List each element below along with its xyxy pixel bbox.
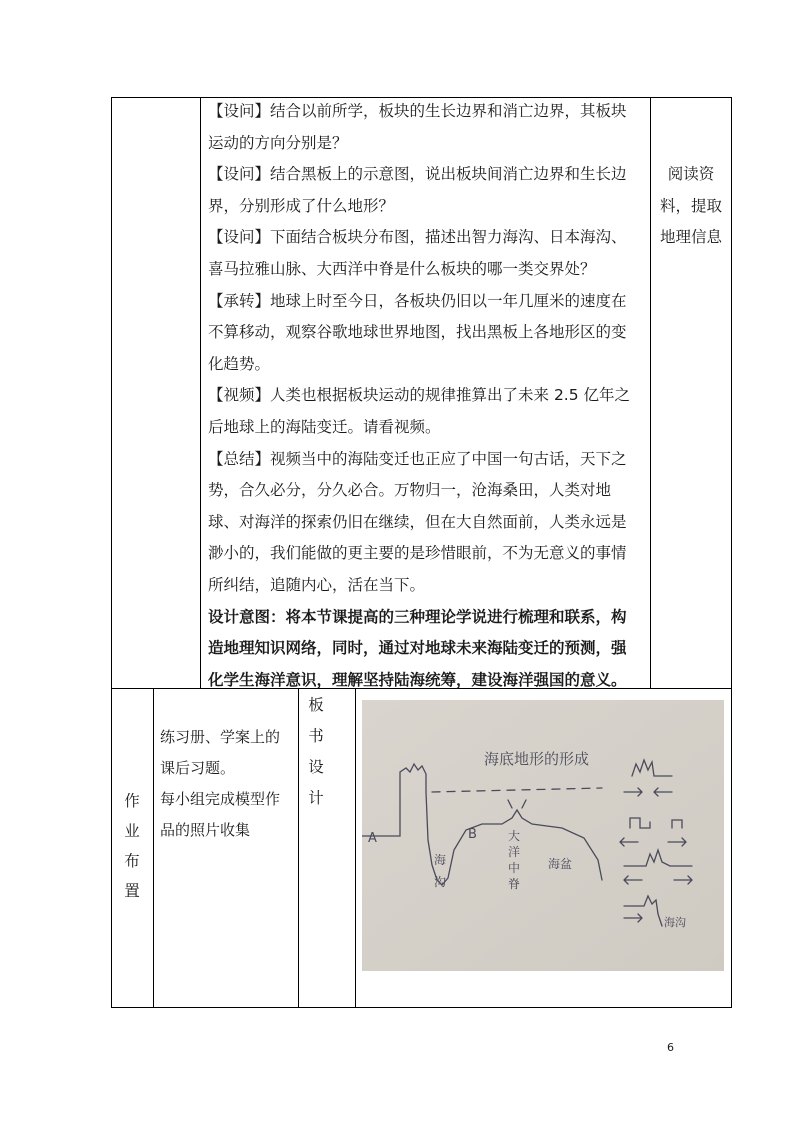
table-left-border: [111, 97, 112, 1008]
sketch-label-yang: 洋: [508, 845, 521, 859]
col-divider-1: [200, 97, 201, 689]
activity-line-1: 阅读资: [667, 165, 715, 183]
col-divider-4: [298, 688, 299, 1008]
activity-line-2: 料，提取: [659, 196, 722, 215]
design-intent-paragraph: 设计意图：将本节课提高的三种理论学说进行梳理和联系，构 造地理知识网络，同时，通过对地球未来海陆变迁的预测，强 化学生海洋意识，理解坚持陆海统筹，建设海洋强国的意义。: [208, 607, 627, 689]
summary-paragraph: 【总结】视频当中的海陆变迁也正应了中国一句古话，天下之 势，合久必分，分久必合。万物归一，沧海桑田，人类对地 球、对海洋的探索仍旧在继续，但在大自然面前，人类永远是 渺小的，我们能做的更主要的是珍惜眼前，不为无意义的事情 所纠结，追随内心，活在当下。: [208, 449, 627, 594]
sketch-label-trench: 海沟: [664, 916, 686, 929]
homework-content: 练习册、学案上的 课后习题。 每小组完成模型作 品的照片收集: [160, 728, 281, 839]
question-paragraph-2: 【设问】结合黑板上的示意图，说出板块间消亡边界和生长边 界，分别形成了什么地形？: [208, 165, 627, 215]
table-bottom-border: [111, 1007, 732, 1008]
page-number: 6: [667, 1041, 674, 1054]
sketch-label-basin: 海盆: [548, 857, 573, 871]
board-sketch-photo: [362, 700, 724, 971]
sketch-label-b: B: [468, 827, 477, 842]
question-paragraph-1: 【设问】结合以前所学，板块的生长边界和消亡边界，其板块 运动的方向分别是？: [208, 102, 627, 152]
transition-paragraph: 【承转】地球上时至今日，各板块仍旧以一年几厘米的速度在 不算移动，观察谷歌地球世界地图，找出黑板上各地形区的变 化趋势。: [208, 291, 627, 373]
col-divider-5: [355, 688, 356, 1008]
col-divider-3: [153, 688, 154, 1008]
board-design-title: 板 书 设 计: [308, 696, 324, 807]
question-paragraph-3: 【设问】下面结合板块分布图，描述出智力海沟、日本海沟、 喜马拉雅山脉、大西洋中脊是什么板块的哪一类交界处？: [208, 228, 627, 278]
sketch-title: 海底地形的形成: [484, 750, 590, 768]
sketch-label-hai: 海: [434, 853, 447, 867]
sketch-paper: [362, 700, 724, 971]
sketch-label-a: A: [368, 831, 377, 846]
homework-title: 作 业 布 置: [124, 792, 140, 900]
sketch-label-zhong: 中: [508, 861, 521, 875]
activity-line-3: 地理信息: [659, 228, 722, 246]
sketch-label-gou: 沟: [434, 875, 447, 889]
col-divider-2: [650, 97, 651, 689]
table-right-border: [731, 97, 732, 1008]
video-paragraph: 【视频】人类也根据板块运动的规律推算出了未来 2.5 亿年之 后地球上的海陆变迁。请看视频。: [208, 386, 631, 436]
sketch-label-da: 大: [508, 829, 521, 843]
lesson-content: [208, 96, 648, 696]
sketch-label-ji: 脊: [508, 877, 521, 891]
activity-column: [652, 159, 730, 254]
